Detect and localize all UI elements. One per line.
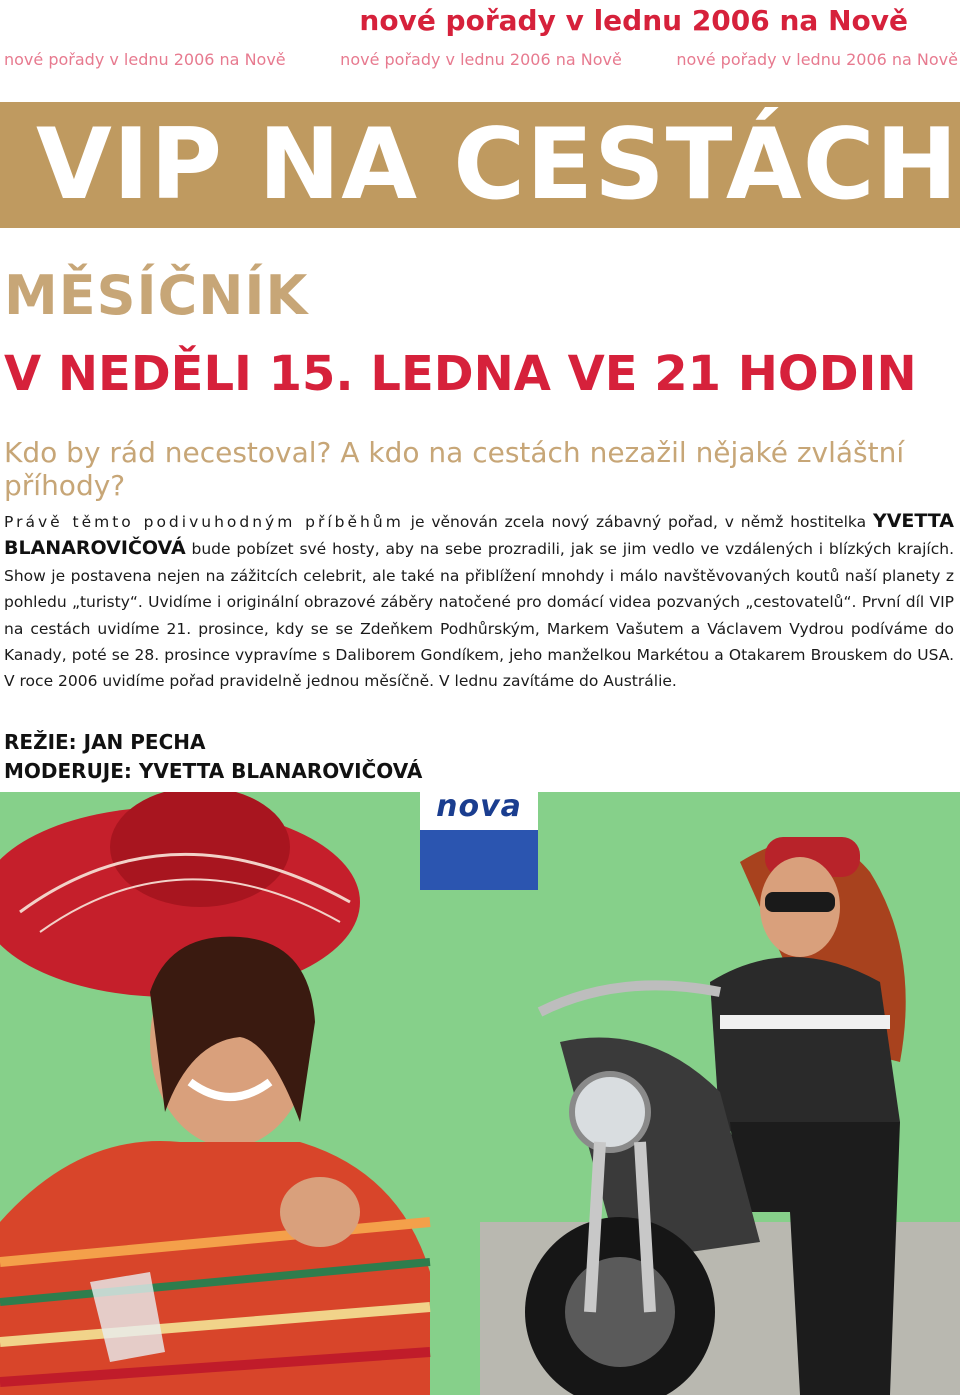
header-repeat-row [4,50,958,69]
description-part1: je věnován zcela nový zábavný pořad, v němž hostitelka [403,513,873,531]
description-lead: Právě těmto podivuhodným příběhům [4,513,404,531]
description-host: YVETTA BLANAROVIČOVÁ [4,510,954,560]
header-title: nové pořady v lednu 2006 na Nově [359,4,908,37]
rider-jacket [710,957,900,1132]
nova-logo [420,784,538,830]
header-repeat-2: nové pořady v lednu 2006 na Nově [340,50,622,69]
credit-director: REŽIE: JAN PECHA [4,730,206,754]
hand [280,1177,360,1247]
credits [4,728,422,786]
header-repeat-1: nové pořady v lednu 2006 na Nově [4,50,286,69]
show-airdate: V NEDĚLI 15. LEDNA VE 21 HODIN [4,346,917,402]
credit-host: MODERUJE: YVETTA BLANAROVIČOVÁ [4,759,423,783]
title-banner [0,102,960,228]
handlebar [540,985,720,1012]
headlight [572,1074,648,1150]
show-tagline: Kdo by rád necestoval? A kdo na cestách nezažil nějaké zvláštní příhody? [4,436,905,502]
nova-logo-text: nova [436,789,522,824]
rider-legs [730,1122,900,1395]
header-repeat-3: nové pořady v lednu 2006 na Nově [676,50,958,69]
show-frequency: MĚSÍČNÍK [4,264,309,327]
rider-sunglasses [765,892,835,912]
description-paragraph [4,508,954,695]
description-part2: bude pobízet své hosty, aby na sebe prozradili, jak se jim vedlo ve vzdálených i blízkých krajích. Show je postavena nejen na zážitcích celebrit, ale také na přiblížení mnohdy i málo navštěvovaných koutů naší planety z pohledu „turisty“. Uvidíme i originální obrazové záběry natočené pro domácí videa pozvaných „cestovatelů“. První díl VIP na cestách uvidíme 21. prosince, kdy se se Zdeňkem Podhůrským, Markem Vašutem a Václavem Vydrou podíváme do Kanady, poté se 28. prosince vypravíme s Daliborem Gondíkem, jeho manželkou Markétou a Otakarem Brouskem do USA. V roce 2006 uvidíme pořad pravidelně jednou měsíčně. V lednu zavítáme do Austrálie. [4,540,954,691]
nova-logo-blue-block [420,830,538,890]
show-title: VIP NA CESTÁCH [36,108,959,222]
